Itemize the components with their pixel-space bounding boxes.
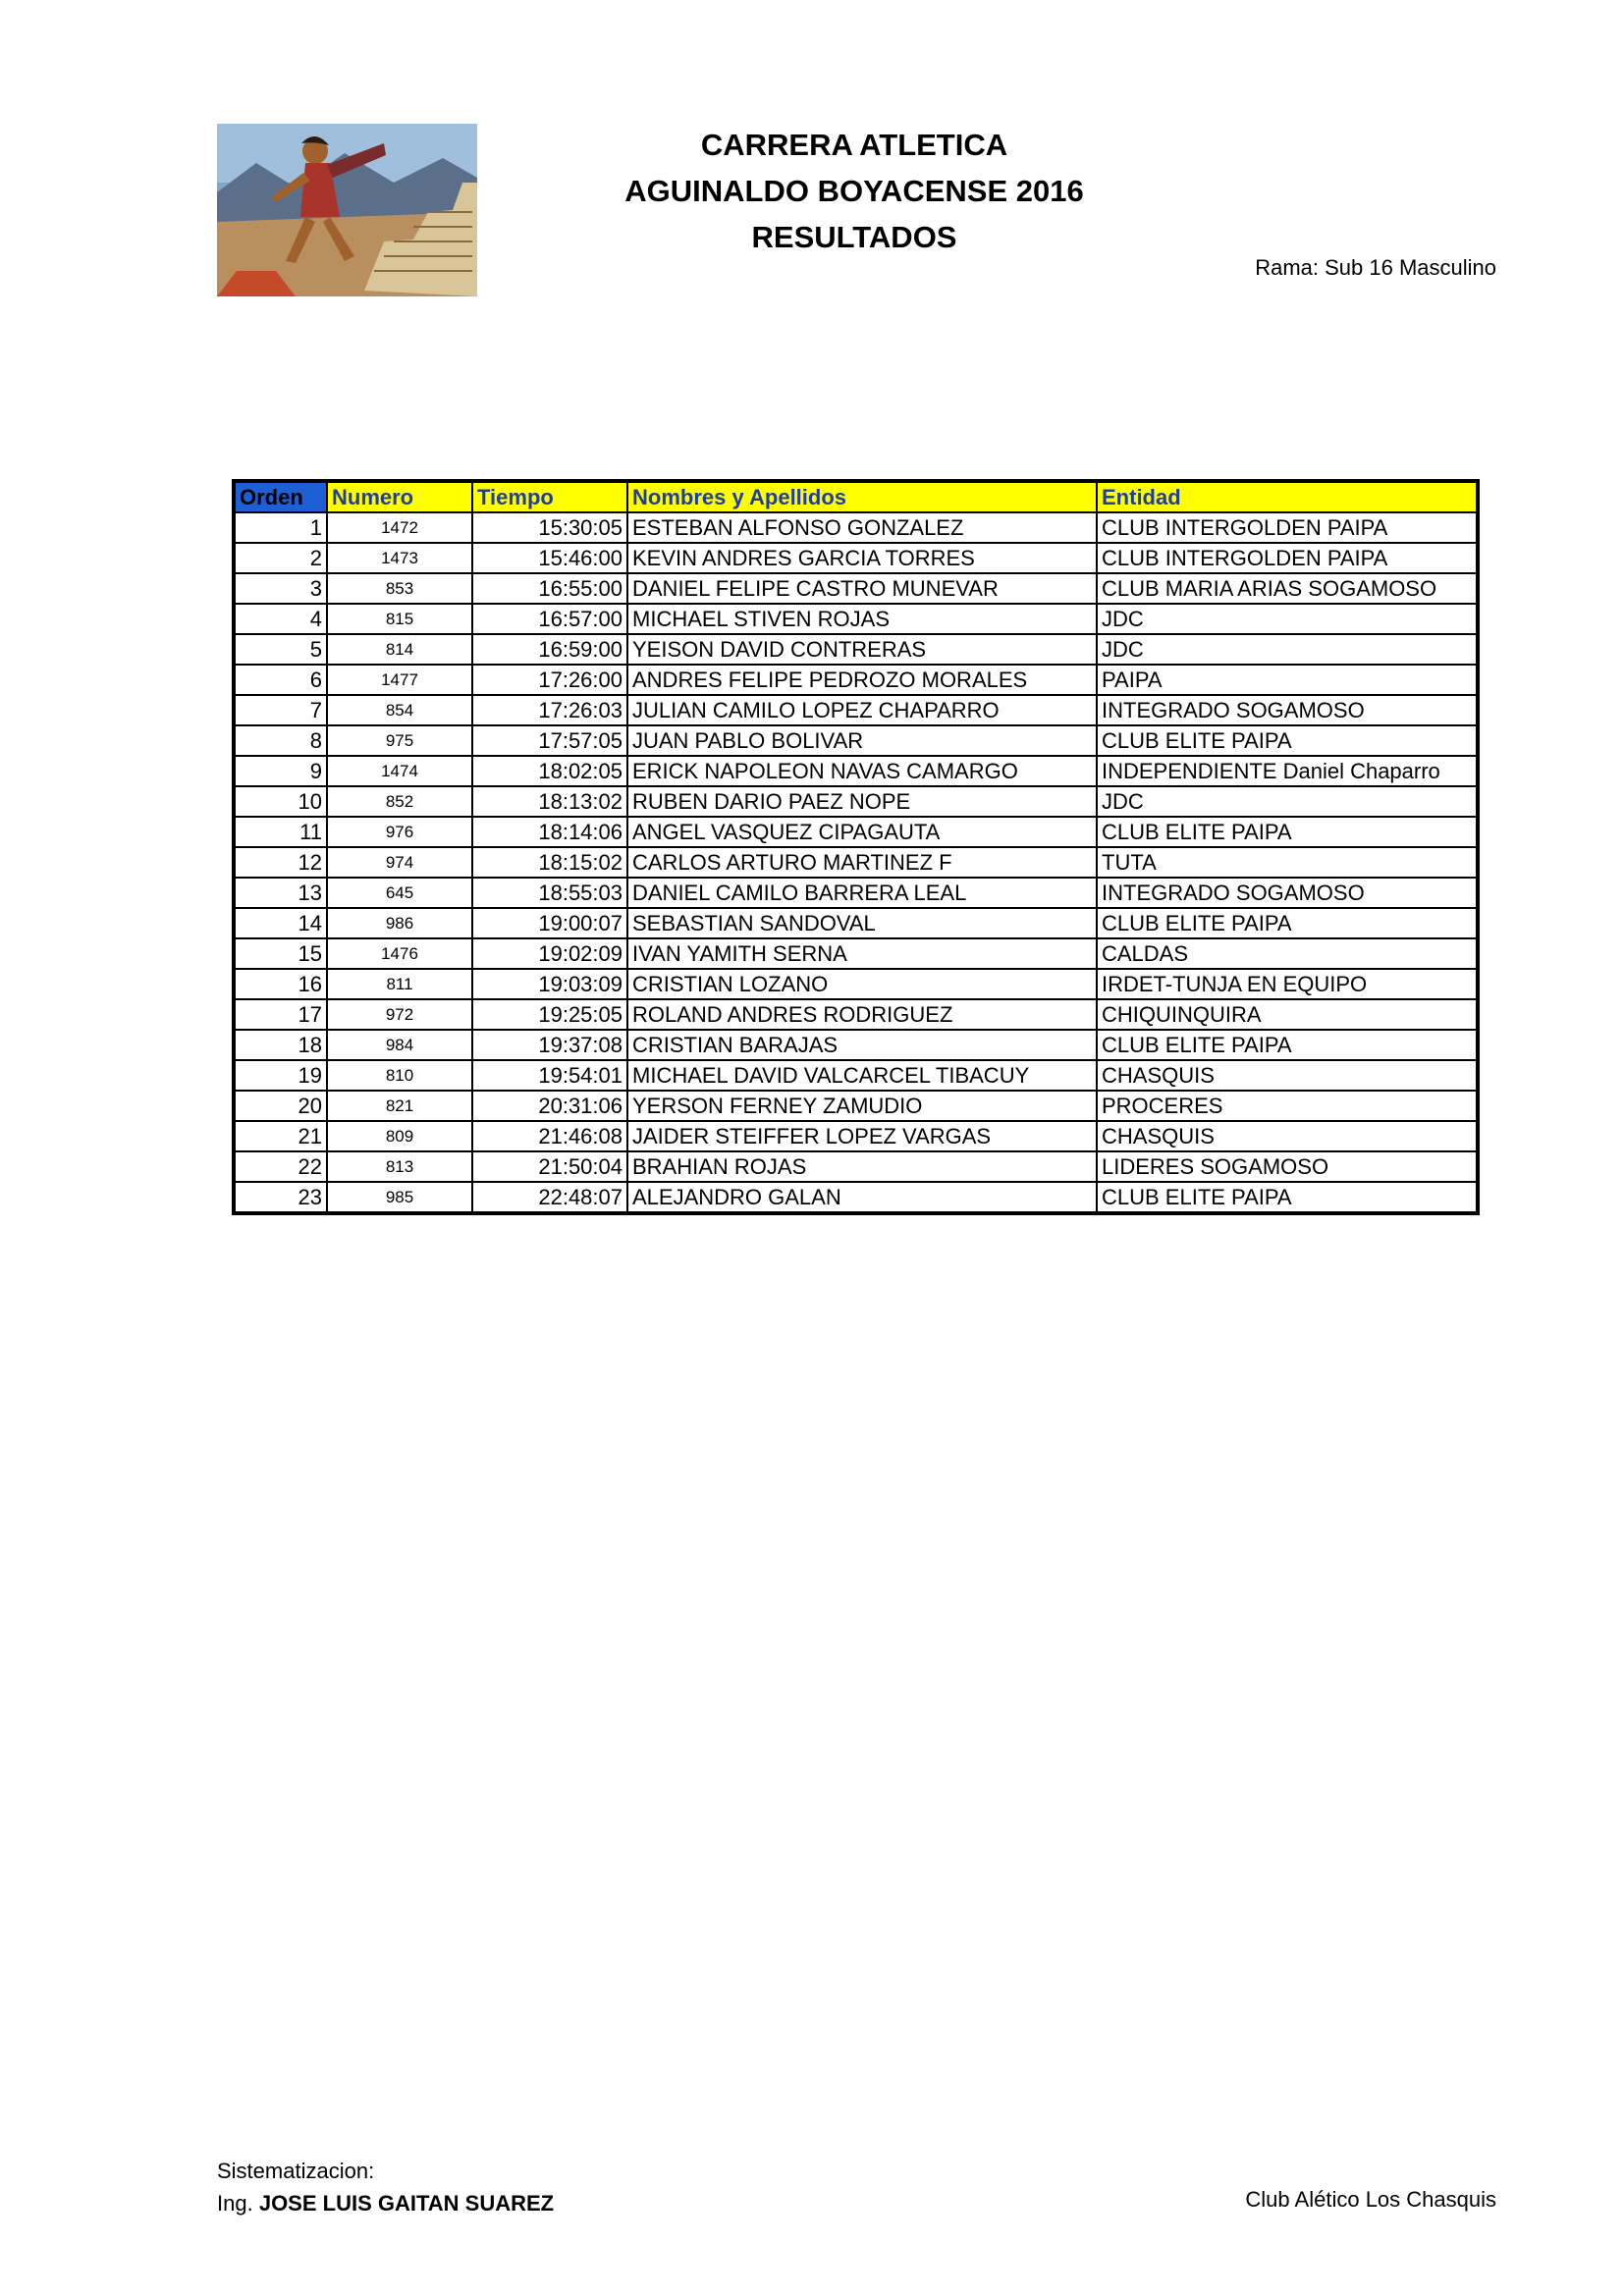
cell-numero: 972 xyxy=(327,999,472,1030)
table-row xyxy=(234,665,1478,695)
cell-entidad: CLUB ELITE PAIPA xyxy=(1097,1182,1478,1213)
cell-tiempo: 17:26:00 xyxy=(472,665,627,695)
cell-entidad: CLUB ELITE PAIPA xyxy=(1097,725,1478,756)
cell-nombre: YERSON FERNEY ZAMUDIO xyxy=(627,1091,1097,1121)
cell-numero: 821 xyxy=(327,1091,472,1121)
table-row xyxy=(234,512,1478,543)
cell-entidad: JDC xyxy=(1097,604,1478,634)
cell-orden: 11 xyxy=(234,817,327,847)
column-header-nombres: Nombres y Apellidos xyxy=(627,481,1097,512)
cell-entidad: CALDAS xyxy=(1097,938,1478,969)
cell-entidad: CLUB INTERGOLDEN PAIPA xyxy=(1097,543,1478,573)
sistematizacion-label: Sistematizacion: xyxy=(217,2159,375,2183)
cell-entidad: CHASQUIS xyxy=(1097,1060,1478,1091)
table-row xyxy=(234,1151,1478,1182)
cell-nombre: BRAHIAN ROJAS xyxy=(627,1151,1097,1182)
cell-nombre: ANDRES FELIPE PEDROZO MORALES xyxy=(627,665,1097,695)
cell-numero: 854 xyxy=(327,695,472,725)
cell-orden: 16 xyxy=(234,969,327,999)
club-name: Club Alético Los Chasquis xyxy=(1245,2187,1496,2212)
cell-orden: 7 xyxy=(234,695,327,725)
cell-numero: 985 xyxy=(327,1182,472,1213)
cell-nombre: ESTEBAN ALFONSO GONZALEZ xyxy=(627,512,1097,543)
cell-tiempo: 20:31:06 xyxy=(472,1091,627,1121)
table-row xyxy=(234,908,1478,938)
document-title xyxy=(550,122,1159,260)
cell-orden: 10 xyxy=(234,786,327,817)
cell-numero: 809 xyxy=(327,1121,472,1151)
cell-entidad: CLUB ELITE PAIPA xyxy=(1097,1030,1478,1060)
cell-orden: 20 xyxy=(234,1091,327,1121)
table-row xyxy=(234,634,1478,665)
cell-numero: 815 xyxy=(327,604,472,634)
table-row xyxy=(234,573,1478,604)
logo-image xyxy=(217,124,477,296)
cell-entidad: INTEGRADO SOGAMOSO xyxy=(1097,695,1478,725)
author-prefix: Ing. xyxy=(217,2191,253,2216)
author-name: JOSE LUIS GAITAN SUAREZ xyxy=(258,2191,555,2216)
cell-entidad: PAIPA xyxy=(1097,665,1478,695)
cell-orden: 17 xyxy=(234,999,327,1030)
cell-tiempo: 18:13:02 xyxy=(472,786,627,817)
cell-numero: 1473 xyxy=(327,543,472,573)
cell-entidad: JDC xyxy=(1097,786,1478,817)
cell-nombre: DANIEL CAMILO BARRERA LEAL xyxy=(627,878,1097,908)
table-row xyxy=(234,969,1478,999)
cell-nombre: SEBASTIAN SANDOVAL xyxy=(627,908,1097,938)
table-row xyxy=(234,1121,1478,1151)
table-row xyxy=(234,1030,1478,1060)
cell-entidad: INDEPENDIENTE Daniel Chaparro xyxy=(1097,756,1478,786)
cell-tiempo: 18:15:02 xyxy=(472,847,627,878)
cell-tiempo: 22:48:07 xyxy=(472,1182,627,1213)
cell-entidad: INTEGRADO SOGAMOSO xyxy=(1097,878,1478,908)
table-row xyxy=(234,786,1478,817)
cell-orden: 6 xyxy=(234,665,327,695)
table-row xyxy=(234,1060,1478,1091)
cell-nombre: RUBEN DARIO PAEZ NOPE xyxy=(627,786,1097,817)
rama-label: Rama: Sub 16 Masculino xyxy=(1255,255,1496,280)
cell-nombre: ERICK NAPOLEON NAVAS CAMARGO xyxy=(627,756,1097,786)
cell-numero: 813 xyxy=(327,1151,472,1182)
cell-orden: 8 xyxy=(234,725,327,756)
cell-orden: 13 xyxy=(234,878,327,908)
cell-nombre: JAIDER STEIFFER LOPEZ VARGAS xyxy=(627,1121,1097,1151)
table-row xyxy=(234,543,1478,573)
table-row xyxy=(234,756,1478,786)
cell-orden: 14 xyxy=(234,908,327,938)
cell-tiempo: 17:26:03 xyxy=(472,695,627,725)
cell-numero: 1477 xyxy=(327,665,472,695)
table-header-row xyxy=(234,481,1478,512)
cell-tiempo: 19:54:01 xyxy=(472,1060,627,1091)
table-row xyxy=(234,847,1478,878)
table-row xyxy=(234,999,1478,1030)
cell-entidad: PROCERES xyxy=(1097,1091,1478,1121)
cell-tiempo: 16:59:00 xyxy=(472,634,627,665)
cell-entidad: CHASQUIS xyxy=(1097,1121,1478,1151)
cell-nombre: KEVIN ANDRES GARCIA TORRES xyxy=(627,543,1097,573)
cell-nombre: ALEJANDRO GALAN xyxy=(627,1182,1097,1213)
results-body xyxy=(234,512,1478,1213)
cell-nombre: MICHAEL DAVID VALCARCEL TIBACUY xyxy=(627,1060,1097,1091)
cell-tiempo: 18:02:05 xyxy=(472,756,627,786)
table-row xyxy=(234,604,1478,634)
cell-tiempo: 16:57:00 xyxy=(472,604,627,634)
table-row xyxy=(234,817,1478,847)
cell-numero: 852 xyxy=(327,786,472,817)
cell-numero: 974 xyxy=(327,847,472,878)
cell-tiempo: 19:03:09 xyxy=(472,969,627,999)
cell-nombre: DANIEL FELIPE CASTRO MUNEVAR xyxy=(627,573,1097,604)
cell-orden: 21 xyxy=(234,1121,327,1151)
cell-tiempo: 15:46:00 xyxy=(472,543,627,573)
cell-orden: 5 xyxy=(234,634,327,665)
cell-entidad: IRDET-TUNJA EN EQUIPO xyxy=(1097,969,1478,999)
cell-entidad: CHIQUINQUIRA xyxy=(1097,999,1478,1030)
cell-orden: 23 xyxy=(234,1182,327,1213)
cell-entidad: LIDERES SOGAMOSO xyxy=(1097,1151,1478,1182)
cell-numero: 811 xyxy=(327,969,472,999)
cell-orden: 1 xyxy=(234,512,327,543)
cell-tiempo: 19:25:05 xyxy=(472,999,627,1030)
cell-orden: 4 xyxy=(234,604,327,634)
cell-numero: 1476 xyxy=(327,938,472,969)
cell-orden: 3 xyxy=(234,573,327,604)
cell-nombre: CRISTIAN BARAJAS xyxy=(627,1030,1097,1060)
cell-nombre: CRISTIAN LOZANO xyxy=(627,969,1097,999)
column-header-entidad: Entidad xyxy=(1097,481,1478,512)
column-header-tiempo: Tiempo xyxy=(472,481,627,512)
cell-tiempo: 16:55:00 xyxy=(472,573,627,604)
cell-tiempo: 18:55:03 xyxy=(472,878,627,908)
footer-credits xyxy=(217,2155,554,2219)
title-line-3: RESULTADOS xyxy=(751,220,957,254)
cell-numero: 976 xyxy=(327,817,472,847)
cell-tiempo: 21:46:08 xyxy=(472,1121,627,1151)
cell-numero: 975 xyxy=(327,725,472,756)
cell-entidad: CLUB ELITE PAIPA xyxy=(1097,817,1478,847)
cell-tiempo: 19:37:08 xyxy=(472,1030,627,1060)
cell-numero: 986 xyxy=(327,908,472,938)
cell-entidad: CLUB ELITE PAIPA xyxy=(1097,908,1478,938)
cell-numero: 810 xyxy=(327,1060,472,1091)
author-line xyxy=(217,2187,554,2219)
column-header-orden: Orden xyxy=(234,481,327,512)
cell-numero: 984 xyxy=(327,1030,472,1060)
cell-orden: 19 xyxy=(234,1060,327,1091)
cell-nombre: IVAN YAMITH SERNA xyxy=(627,938,1097,969)
title-line-1: CARRERA ATLETICA xyxy=(700,128,1008,162)
cell-tiempo: 21:50:04 xyxy=(472,1151,627,1182)
cell-nombre: ANGEL VASQUEZ CIPAGAUTA xyxy=(627,817,1097,847)
cell-orden: 9 xyxy=(234,756,327,786)
cell-tiempo: 15:30:05 xyxy=(472,512,627,543)
table-row xyxy=(234,695,1478,725)
cell-orden: 15 xyxy=(234,938,327,969)
table-row xyxy=(234,1091,1478,1121)
cell-entidad: TUTA xyxy=(1097,847,1478,878)
cell-numero: 1472 xyxy=(327,512,472,543)
cell-nombre: MICHAEL STIVEN ROJAS xyxy=(627,604,1097,634)
cell-numero: 853 xyxy=(327,573,472,604)
cell-entidad: CLUB INTERGOLDEN PAIPA xyxy=(1097,512,1478,543)
table-row xyxy=(234,938,1478,969)
cell-nombre: ROLAND ANDRES RODRIGUEZ xyxy=(627,999,1097,1030)
table-row xyxy=(234,878,1478,908)
cell-entidad: JDC xyxy=(1097,634,1478,665)
cell-numero: 1474 xyxy=(327,756,472,786)
column-header-numero: Numero xyxy=(327,481,472,512)
cell-tiempo: 19:02:09 xyxy=(472,938,627,969)
cell-tiempo: 17:57:05 xyxy=(472,725,627,756)
cell-entidad: CLUB MARIA ARIAS SOGAMOSO xyxy=(1097,573,1478,604)
cell-numero: 645 xyxy=(327,878,472,908)
cell-nombre: CARLOS ARTURO MARTINEZ F xyxy=(627,847,1097,878)
cell-nombre: JUAN PABLO BOLIVAR xyxy=(627,725,1097,756)
cell-orden: 18 xyxy=(234,1030,327,1060)
cell-numero: 814 xyxy=(327,634,472,665)
title-line-2: AGUINALDO BOYACENSE 2016 xyxy=(624,174,1084,208)
table-row xyxy=(234,1182,1478,1213)
cell-nombre: JULIAN CAMILO LOPEZ CHAPARRO xyxy=(627,695,1097,725)
cell-orden: 12 xyxy=(234,847,327,878)
cell-nombre: YEISON DAVID CONTRERAS xyxy=(627,634,1097,665)
table-row xyxy=(234,725,1478,756)
results-table xyxy=(232,479,1480,1215)
cell-tiempo: 19:00:07 xyxy=(472,908,627,938)
cell-orden: 2 xyxy=(234,543,327,573)
cell-tiempo: 18:14:06 xyxy=(472,817,627,847)
cell-orden: 22 xyxy=(234,1151,327,1182)
